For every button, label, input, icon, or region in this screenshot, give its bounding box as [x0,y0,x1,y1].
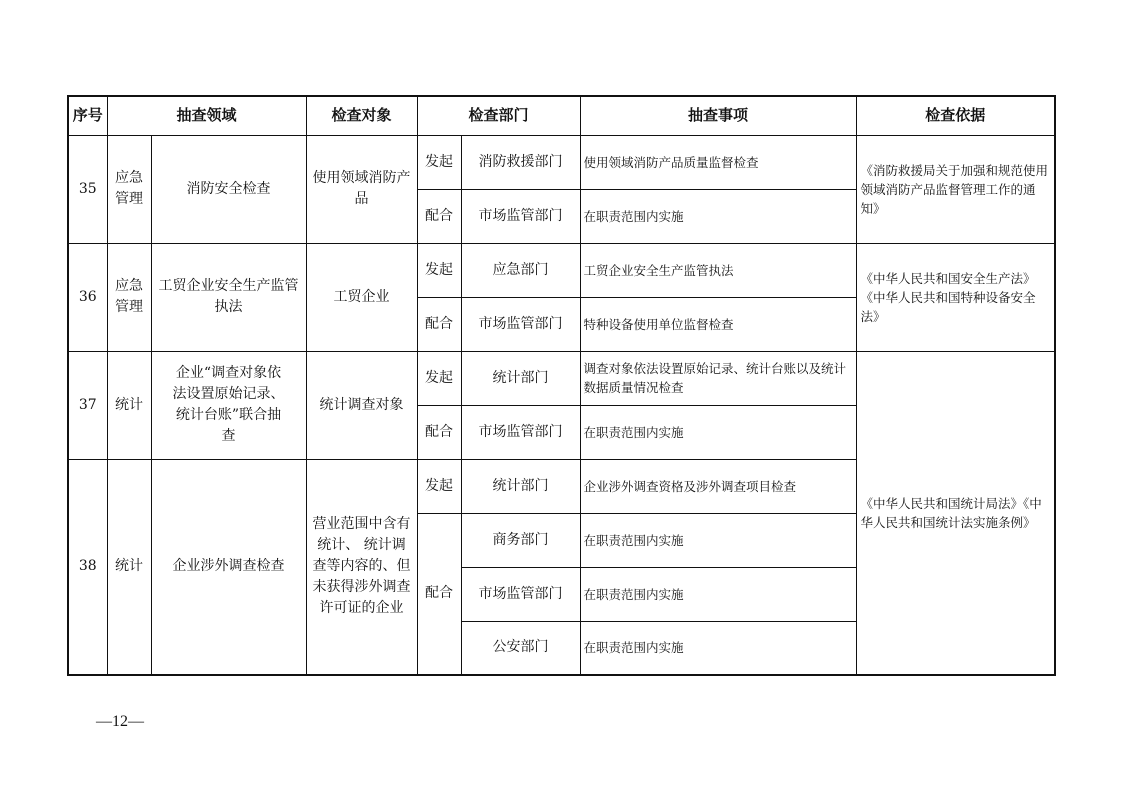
dept-role: 发起 [417,351,461,405]
check-item: 在职责范围内实施 [580,189,856,243]
header-basis: 检查依据 [856,96,1055,135]
header-row [68,96,1055,135]
dept-role: 配合 [417,513,461,675]
header-area: 抽查领域 [107,96,306,135]
row-number: 35 [68,135,107,243]
table-row [68,243,1055,297]
row-number: 36 [68,243,107,351]
dept-name: 市场监管部门 [461,297,580,351]
row-area: 企业涉外调查检查 [151,459,306,675]
dept-name: 应急部门 [461,243,580,297]
dept-name: 商务部门 [461,513,580,567]
check-item: 企业涉外调查资格及涉外调查项目检查 [580,459,856,513]
row-target: 工贸企业 [306,243,417,351]
row-area: 消防安全检查 [151,135,306,243]
dept-role: 发起 [417,135,461,189]
row-number: 38 [68,459,107,675]
dept-name: 统计部门 [461,459,580,513]
check-item: 使用领域消防产品质量监督检查 [580,135,856,189]
header-dept: 检查部门 [417,96,580,135]
check-item: 在职责范围内实施 [580,513,856,567]
dept-role: 发起 [417,459,461,513]
dept-name: 市场监管部门 [461,189,580,243]
row-category: 统计 [107,351,151,459]
check-item: 调查对象依法设置原始记录、统计台账以及统计数据质量情况检查 [580,351,856,405]
header-target: 检查对象 [306,96,417,135]
row-category: 应急管理 [107,135,151,243]
table-row [68,135,1055,189]
dept-name: 市场监管部门 [461,405,580,459]
row-category: 统计 [107,459,151,675]
check-basis: 《中华人民共和国统计局法》《中华人民共和国统计法实施条例》 [856,351,1055,675]
header-no: 序号 [68,96,107,135]
dept-role: 配合 [417,189,461,243]
dept-name: 统计部门 [461,351,580,405]
row-number: 37 [68,351,107,459]
dept-role: 发起 [417,243,461,297]
check-basis: 《消防救援局关于加强和规范使用领域消防产品监督管理工作的通知》 [856,135,1055,243]
check-item: 在职责范围内实施 [580,405,856,459]
row-category: 应急管理 [107,243,151,351]
row-target: 使用领域消防产品 [306,135,417,243]
check-item: 在职责范围内实施 [580,621,856,675]
check-item: 工贸企业安全生产监管执法 [580,243,856,297]
check-item: 特种设备使用单位监督检查 [580,297,856,351]
page-number: —12— [96,713,144,730]
inspection-table [67,95,1056,676]
table-row [68,351,1055,405]
dept-name: 公安部门 [461,621,580,675]
dept-name: 消防救援部门 [461,135,580,189]
row-target: 营业范围中含有统计、 统计调查等内容的、但未获得涉外调查许可证的企业 [306,459,417,675]
row-target: 统计调查对象 [306,351,417,459]
row-area: 企业“调查对象依法设置原始记录、统计台账”联合抽查 [151,351,306,459]
row-area: 工贸企业安全生产监管执法 [151,243,306,351]
dept-role: 配合 [417,405,461,459]
check-item: 在职责范围内实施 [580,567,856,621]
check-basis: 《中华人民共和国安全生产法》《中华人民共和国特种设备安全法》 [856,243,1055,351]
dept-role: 配合 [417,297,461,351]
header-item: 抽查事项 [580,96,856,135]
dept-name: 市场监管部门 [461,567,580,621]
